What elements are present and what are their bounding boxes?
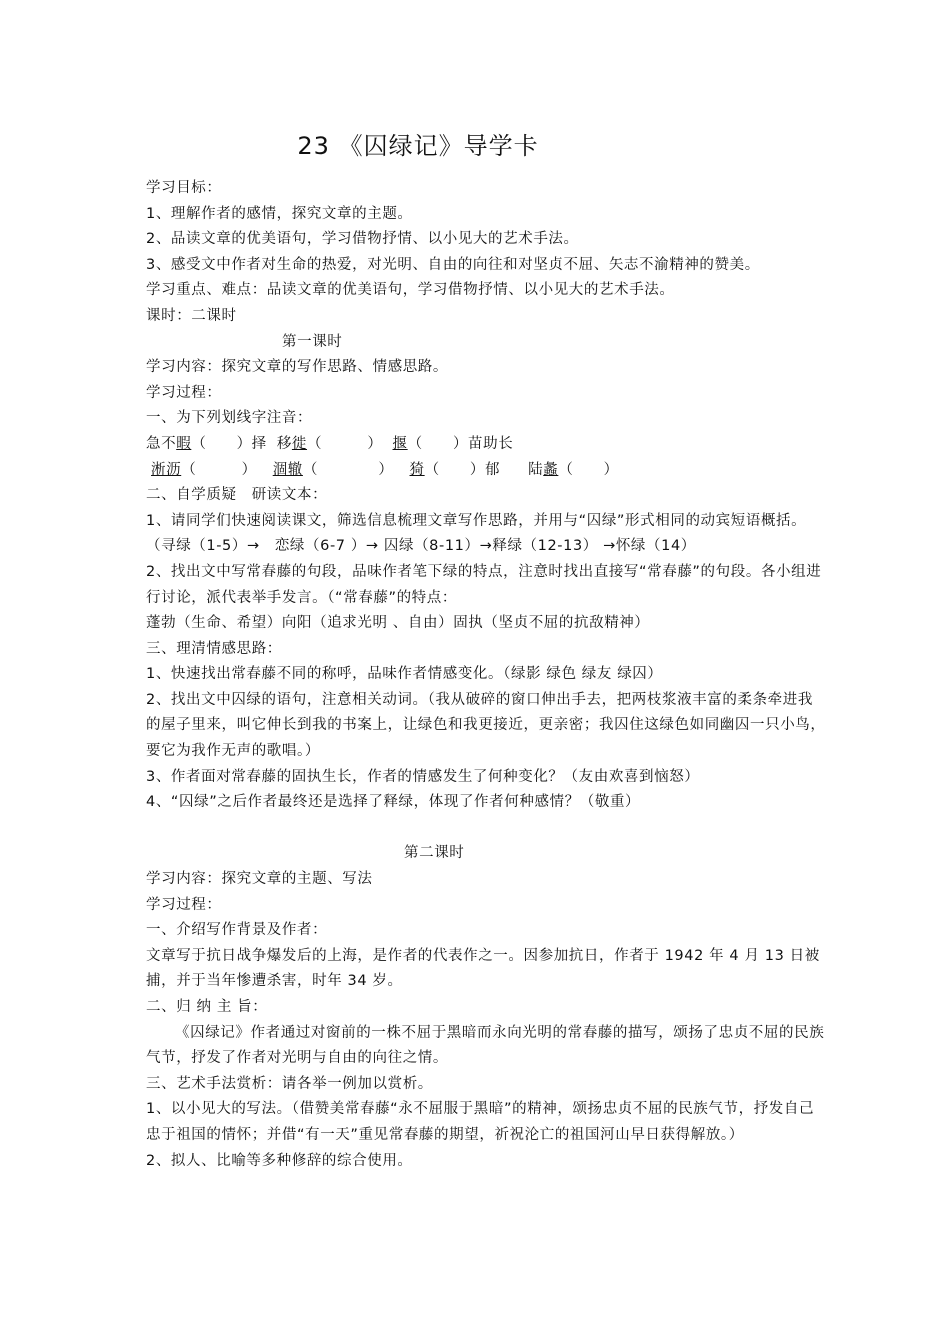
- background-text: 文章写于抗日战争爆发后的上海，是作者的代表作之一。因参加抗日，作者于 1942 年 4 月 13 日被捕，并于当年惨遭杀害，时年 34 岁。: [146, 947, 820, 990]
- technique-2: 2、拟人、比喻等多种修辞的综合使用。: [146, 1152, 413, 1169]
- question-1: 1、请同学们快速阅读课文，筛选信息梳理文章写作思路，并用与“囚绿”形式相同的动宾短语概括。（寻绿（1-5）→ 恋绿（6-7 ）→ 囚绿（8-11）→释绿（12-13） →怀绿（14）: [146, 512, 807, 555]
- lesson1-content: 学习内容：探究文章的写作思路、情感思路。: [146, 359, 448, 376]
- key-points: 学习重点、难点：品读文章的优美语句，学习借物抒情、以小见大的艺术手法。: [146, 282, 675, 299]
- document-title: 23 《囚绿记》导学卡: [297, 132, 539, 160]
- theme-section-title: 二、归 纳 主 旨：: [146, 999, 268, 1015]
- pinyin-row-2: 淅沥（ ） 涸辙（ ） 猗（ ）郁 陆蠡（ ）: [151, 461, 619, 478]
- emotion-question-3: 3、作者面对常春藤的固执生长，作者的情感发生了何种变化？（友由欢喜到恼怒）: [146, 768, 700, 785]
- goals-heading: 学习目标：: [146, 180, 222, 196]
- background-section-title: 一、介绍写作背景及作者：: [146, 922, 328, 939]
- pinyin-row-1: 急不暇（ ）择 移徙（ ） 揠（ ）苗助长: [146, 435, 514, 452]
- lesson2-heading: 第二课时: [404, 845, 465, 862]
- goal-item: 2、品读文章的优美语句，学习借物抒情、以小见大的艺术手法。: [146, 231, 579, 248]
- class-periods: 课时：二课时: [146, 307, 237, 324]
- emotion-question-4: 4、“囚绿”之后作者最终还是选择了释绿，体现了作者何种感情？（敬重）: [146, 794, 641, 811]
- document-body: [146, 176, 826, 1174]
- emotion-question-1: 1、快速找出常春藤不同的称呼，品味作者情感变化。（绿影 绿色 绿友 绿囚）: [146, 666, 663, 683]
- emotion-section-title: 三、理清情感思路：: [146, 640, 282, 657]
- question-2: 2、找出文中写常春藤的句段，品味作者笔下绿的特点，注意时找出直接写“常春藤”的句段。各小组进行讨论，派代表举手发言。（“常春藤”的特点：: [146, 563, 822, 606]
- lesson1-heading: 第一课时: [282, 333, 343, 350]
- pinyin-section-title: 一、为下列划线字注音：: [146, 410, 313, 427]
- technique-section-title: 三、艺术手法赏析：请各举一例加以赏析。: [146, 1075, 433, 1092]
- self-study-title: 二、自学质疑 研读文本：: [146, 487, 328, 504]
- lesson1-process: 学习过程：: [146, 384, 222, 401]
- question-2-answer: 蓬勃（生命、希望）向阳（追求光明 、自由）固执（坚贞不屈的抗敌精神）: [146, 615, 650, 632]
- emotion-question-2: 2、找出文中囚绿的语句，注意相关动词。（我从破碎的窗口伸出手去，把两枝浆液丰富的柔条牵进我的屋子里来，叫它伸长到我的书案上，让绿色和我更接近，更亲密；我囚住这绿色如同幽囚一只小鸟，要它为我作无声的歌唱。）: [146, 691, 826, 760]
- theme-text: 《囚绿记》作者通过对窗前的一株不屈于黑暗而永向光明的常春藤的描写，颂扬了忠贞不屈的民族气节，抒发了作者对光明与自由的向往之情。: [146, 1024, 825, 1067]
- lesson2-process: 学习过程：: [146, 896, 222, 913]
- goal-item: 1、理解作者的感情，探究文章的主题。: [146, 205, 413, 222]
- goal-item: 3、感受文中作者对生命的热爱，对光明、自由的向往和对坚贞不屈、矢志不渝精神的赞美。: [146, 256, 760, 273]
- technique-1: 1、以小见大的写法。（借赞美常春藤“永不屈服于黑暗”的精神，颂扬忠贞不屈的民族气节，抒发自己忠于祖国的情怀；并借“有一天”重见常春藤的期望，祈祝沦亡的祖国河山早日获得解放。）: [146, 1101, 815, 1143]
- lesson2-content: 学习内容：探究文章的主题、写法: [146, 871, 373, 888]
